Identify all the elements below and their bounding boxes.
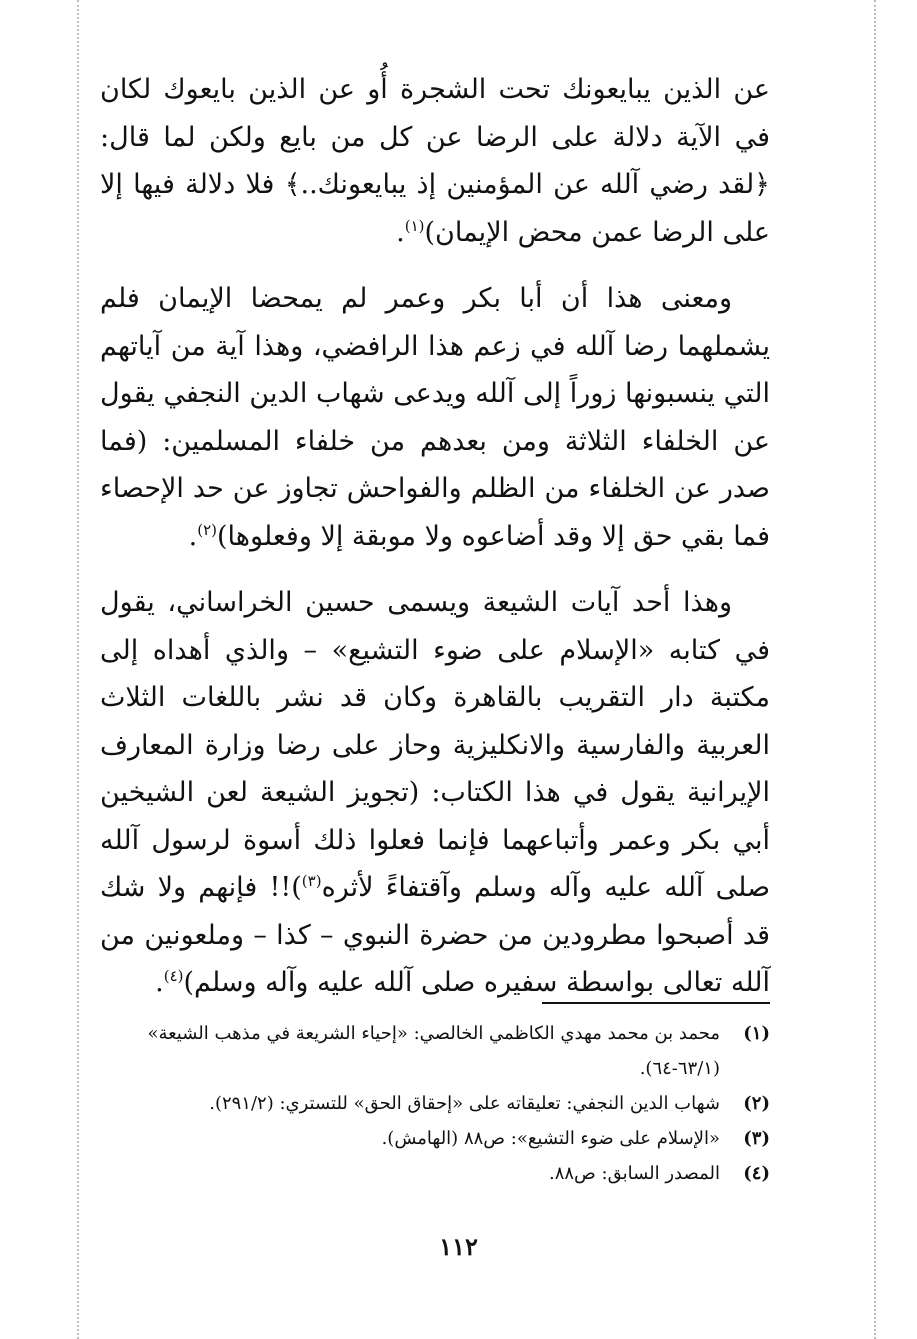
paragraph-text: وهذا أحد آيات الشيعة ويسمى حسين الخراساني، يقول في كتابه «الإسلام على ضوء التشيع» – والذي أهداه إلى مكتبة دار التقريب بالقاهرة وكان قد نشر باللغات الثلاث العربية والفارسية والانكليزية وحاز على رضا وزارة المعارف الإيرانية يقول في هذا الكتاب: (تجويز الشيعة لعن الشيخين أبي بكر وعمر وأتباعهما فإنما فعلوا ذلك أسوة لرسول آلله صلى آلله عليه وآله وسلم وآقتفاءً لأثره bbox=[100, 587, 771, 903]
footnote-ref: (١) bbox=[404, 216, 425, 235]
paragraph-text: عن الذين يبايعونك تحت الشجرة أُو عن الذين بايعوك لكان في الآية دلالة على الرضا عن كل من بايع ولكن لما قال: ﴿لقد رضي آلله عن المؤمنين إذ يبايعونك..﴾ فلا دلالة فيها إلا على الرضا عمن محض الإيمان) bbox=[100, 74, 770, 248]
footnote-number: (٣) bbox=[743, 1128, 770, 1149]
footnote-1 bbox=[100, 1016, 770, 1086]
paragraph-end: . bbox=[396, 216, 405, 248]
footnote-3 bbox=[100, 1121, 770, 1156]
paragraph-2 bbox=[100, 275, 770, 560]
footnote-ref: (٢) bbox=[197, 520, 217, 539]
footnote-number: (٢) bbox=[743, 1093, 770, 1114]
paragraph-end: . bbox=[188, 520, 198, 552]
footnote-text: شهاب الدين النجفي: تعليقاته على «إحقاق الحق» للتستري: (٢٩١/٢). bbox=[209, 1093, 720, 1114]
paragraph-1 bbox=[100, 66, 770, 256]
footnote-text: محمد بن محمد مهدي الكاظمي الخالصي: «إحياء الشريعة في مذهب الشيعة» (٦٣/١-٦٤). bbox=[147, 1023, 720, 1079]
footnote-number: (١) bbox=[743, 1023, 770, 1044]
footnote-ref: (٤) bbox=[163, 967, 184, 985]
footnote-text: المصدر السابق: ص٨٨. bbox=[548, 1163, 720, 1184]
paragraph-text-continued: )!! فإنهم ولا شك قد أصبحوا مطرودين من حضرة النبوي – كذا – وملعونين من آلله تعالى بواسطة سفيره صلى آلله عليه وآله وسلم) bbox=[100, 872, 770, 998]
page-number: ١١٢ bbox=[439, 1232, 478, 1261]
paragraph-end: . bbox=[155, 967, 164, 998]
main-text bbox=[100, 66, 770, 1007]
footnote-2 bbox=[100, 1086, 770, 1121]
footnote-separator bbox=[542, 1002, 770, 1004]
footnote-text: «الإسلام على ضوء التشيع»: ص٨٨ (الهامش). bbox=[381, 1128, 720, 1149]
footnote-number: (٤) bbox=[743, 1163, 770, 1184]
paragraph-3 bbox=[100, 579, 770, 1007]
footnote-4 bbox=[100, 1156, 770, 1191]
paragraph-text: ومعنى هذا أن أبا بكر وعمر لم يمحضا الإيمان فلم يشملهما رضا آلله في زعم هذا الرافضي، وهذا آية من آياتهم التي ينسبونها زوراً إلى آلله ويدعى شهاب الدين النجفي يقول عن الخلفاء الثلاثة ومن بعدهم من خلفاء المسلمين: (فما صدر عن الخلفاء من الظلم والفواحش تجاوز عن حد الإحصاء فما بقي حق إلا وقد أضاعوه ولا موبقة إلا وفعلوها) bbox=[100, 283, 770, 552]
left-margin-dotted-line bbox=[77, 0, 79, 1339]
right-margin-dotted-line bbox=[874, 0, 876, 1339]
footnote-ref: (٣) bbox=[301, 872, 322, 890]
footnotes bbox=[100, 1016, 770, 1191]
